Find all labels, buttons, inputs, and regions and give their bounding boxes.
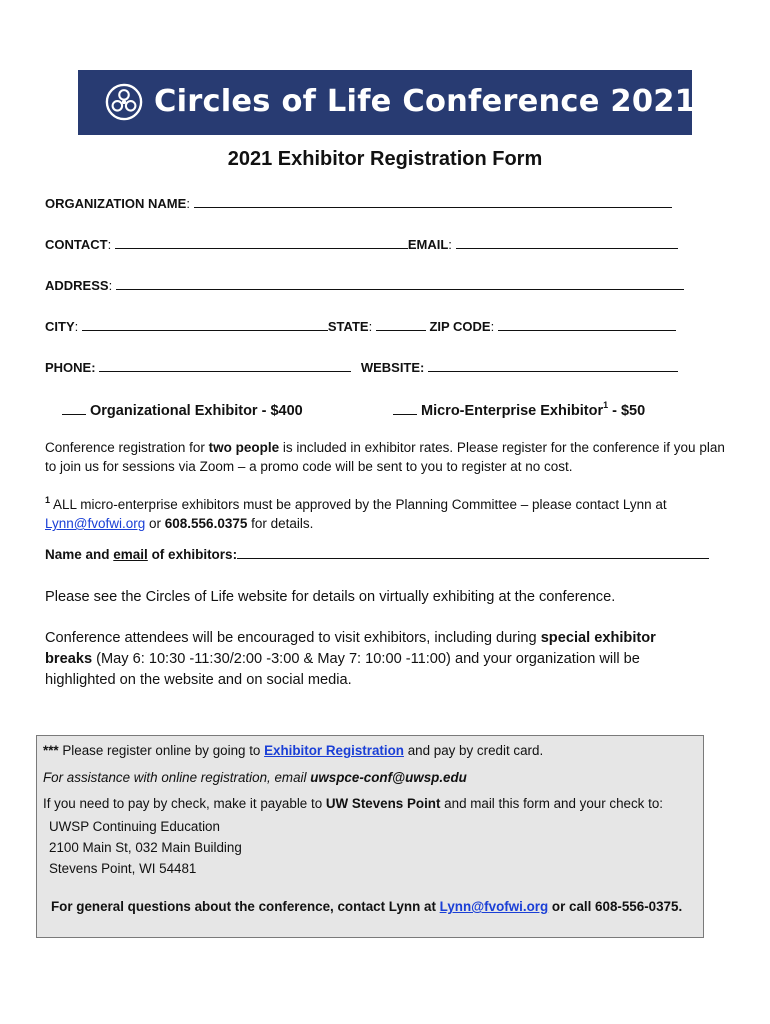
email-label: EMAIL [407, 237, 449, 252]
exhibitors-field: Name and email of exhibitors: [45, 547, 709, 563]
city-state-zip-field: CITY: STATE: ZIP CODE: [45, 319, 676, 335]
footnote-email-link[interactable]: Lynn@fvofwi.org [45, 516, 146, 531]
attendees-note: Conference attendees will be encouraged to visit exhibitors, including during special exhibitor breaks (May 6: 10:30 -11:30/2:00 -3:00 & May 7: 10:00 -11:00) and your organization will be highlighted on the website and on social media. [45, 630, 656, 688]
city-label: CITY [45, 319, 75, 334]
questions-email-link[interactable]: Lynn@fvofwi.org [439, 899, 549, 914]
registration-info-box [36, 735, 704, 938]
footnote-phone: 608.556.0375 [164, 516, 248, 531]
organization-field: ORGANIZATION NAME: [45, 196, 672, 212]
website-label: WEBSITE: [360, 360, 425, 375]
registration-note: Conference registration for two people is included in exhibitor rates. Please register for the conference if you plan to join us for sessions via Zoom – a promo code will be sent to you to register at no cost. [45, 440, 729, 474]
state-label: STATE [327, 319, 369, 334]
circles-logo-icon [105, 83, 143, 121]
mailing-address-line-1: UWSP Continuing Education [49, 819, 220, 834]
contact-field: CONTACT: EMAIL: [45, 237, 678, 253]
contact-label: CONTACT [45, 237, 108, 252]
banner-title: Circles of Life Conference 2021 [154, 84, 697, 119]
exhibitor-registration-link[interactable]: Exhibitor Registration [264, 743, 404, 758]
city-input[interactable] [82, 319, 328, 331]
organization-input[interactable] [194, 196, 672, 208]
exhibitors-input[interactable] [237, 547, 709, 559]
general-questions-line: For general questions about the conference, contact Lynn at Lynn@fvofwi.org or call 608-556-0375. [51, 899, 683, 914]
email-input[interactable] [456, 237, 678, 249]
special-breaks-emphasis: special exhibitor breaks [45, 630, 656, 667]
register-online-line: *** Please register online by going to Exhibitor Registration and pay by credit card. [43, 743, 544, 758]
conference-banner [78, 70, 697, 135]
phone-label: PHONE: [45, 360, 96, 375]
phone-website-field [45, 360, 678, 376]
two-people-emphasis: two people [208, 440, 280, 455]
website-note: Please see the Circles of Life website for details on virtually exhibiting at the conference. [45, 589, 616, 605]
mailing-address-line-3: Stevens Point, WI 54481 [49, 861, 197, 876]
organizational-exhibitor-label: Organizational Exhibitor - $400 [90, 403, 303, 419]
footnote-marker: 1 [603, 400, 609, 411]
state-input[interactable] [376, 319, 426, 331]
micro-enterprise-price: - $50 [608, 403, 646, 419]
address-field: ADDRESS: [45, 278, 684, 294]
form-title: 2021 Exhibitor Registration Form [227, 148, 543, 170]
address-label: ADDRESS [45, 278, 109, 293]
assistance-line: For assistance with online registration, email uwspce-conf@uwsp.edu [43, 770, 467, 785]
assistance-email: uwspce-conf@uwsp.edu [310, 770, 467, 785]
mailing-address-line-2: 2100 Main St, 032 Main Building [49, 840, 242, 855]
micro-enterprise-exhibitor-option [393, 402, 645, 420]
organization-label: ORGANIZATION NAME [45, 196, 187, 211]
contact-input[interactable] [115, 237, 408, 249]
micro-enterprise-checkbox-blank[interactable] [393, 402, 417, 415]
footnote: $^1$ ALL micro-enterprise exhibitors must be approved by the Planning Committee – please contact Lynn at Lynn@fvofwi.org or 608.556.0375 for details. [45, 494, 671, 531]
phone-input[interactable] [99, 360, 351, 372]
website-input[interactable] [428, 360, 678, 372]
address-input[interactable] [116, 278, 684, 290]
zip-input[interactable] [498, 319, 676, 331]
zip-label: ZIP CODE [429, 319, 491, 334]
micro-enterprise-label: Micro-Enterprise Exhibitor [421, 403, 604, 419]
organizational-checkbox-blank[interactable] [62, 402, 86, 415]
organizational-exhibitor-option [62, 402, 303, 420]
pay-by-check-line: If you need to pay by check, make it payable to UW Stevens Point and mail this form and your check to: [43, 796, 663, 811]
